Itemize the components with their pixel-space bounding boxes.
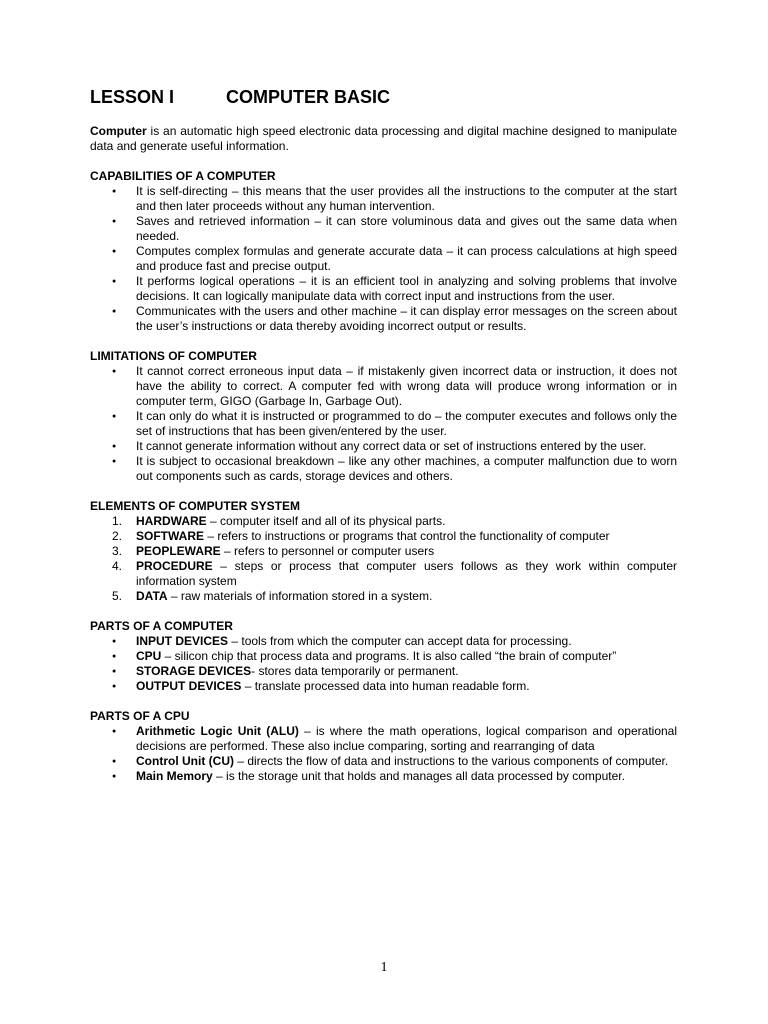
item-desc: – refers to personnel or computer users	[220, 544, 435, 558]
list-item	[90, 559, 677, 589]
item-desc: – translate processed data into human readable form.	[241, 679, 530, 693]
item-term: SOFTWARE	[136, 529, 204, 543]
list-item: ● Saves and retrieved information – it can store voluminous data and gives out the same data when needed.	[90, 214, 677, 244]
limitations-list	[90, 364, 677, 484]
list-item: ● It cannot generate information without any correct data or set of instructions entered by the user.	[90, 439, 677, 454]
list-item	[90, 679, 677, 694]
list-item	[90, 589, 677, 604]
capabilities-list	[90, 184, 677, 334]
intro-paragraph	[90, 124, 677, 154]
item-term: CPU	[136, 649, 162, 663]
item-desc: – computer itself and all of its physical parts.	[206, 514, 446, 528]
elements-list	[90, 514, 677, 604]
list-item: ● It is subject to occasional breakdown – like any other machines, a computer malfunction due to worn out components such as cards, storage devices and others.	[90, 454, 677, 484]
item-term: INPUT DEVICES	[136, 634, 229, 648]
parts-heading: PARTS OF A COMPUTER	[90, 619, 233, 633]
list-item	[90, 649, 677, 664]
list-item: ● It cannot correct erroneous input data – if mistakenly given incorrect data or instruction, it does not have the ability to correct. A computer fed with wrong data will produce wrong information or in computer term, GIGO (Garbage In, Garbage Out).	[90, 364, 677, 409]
list-item: ● It performs logical operations – it is an efficient tool in analyzing and solving problems that involve decisions. It can logically manipulate data with correct input and instructions from the user.	[90, 274, 677, 304]
limitations-heading: LIMITATIONS OF COMPUTER	[90, 349, 257, 363]
list-item	[90, 544, 677, 559]
item-term: PEOPLEWARE	[136, 544, 221, 558]
intro-term: Computer	[90, 124, 147, 138]
item-term: DATA	[136, 589, 168, 603]
cpu-list	[90, 724, 677, 784]
capabilities-heading: CAPABILITIES OF A COMPUTER	[90, 169, 276, 183]
list-item	[90, 634, 677, 649]
item-term: OUTPUT DEVICES	[136, 679, 242, 693]
item-number: 3.	[112, 544, 123, 558]
lesson-topic: COMPUTER BASIC	[226, 87, 391, 107]
list-item: ● It can only do what it is instructed or programmed to do – the computer executes and follows only the set of instructions that has been given/entered by the user.	[90, 409, 677, 439]
elements-heading: ELEMENTS OF COMPUTER SYSTEM	[90, 499, 301, 513]
item-desc: - stores data temporarily or permanent.	[251, 664, 459, 678]
item-desc: – raw materials of information stored in a system.	[167, 589, 433, 603]
item-term: HARDWARE	[136, 514, 207, 528]
item-number: 4.	[112, 559, 123, 573]
item-desc: – directs the flow of data and instructions to the various components of computer.	[233, 754, 669, 768]
item-number: 2.	[112, 529, 123, 543]
list-item	[90, 664, 677, 679]
item-desc: – is where the math operations, logical comparison and operational decisions are performed. These also inclue comparing, sorting and rearranging of data	[136, 724, 678, 753]
document-page	[90, 86, 677, 798]
lesson-number: LESSON I	[90, 87, 175, 107]
list-item	[90, 514, 677, 529]
item-desc: – tools from which the computer can accept data for processing.	[228, 634, 572, 648]
item-number: 1.	[112, 514, 123, 528]
list-item: ● It is self-directing – this means that the user provides all the instructions to the computer at the start and then later proceeds without any human intervention.	[90, 184, 677, 214]
page-number: 1	[380, 960, 388, 975]
item-number: 5.	[112, 589, 123, 603]
item-term: Control Unit (CU)	[136, 754, 234, 768]
lesson-title	[90, 86, 677, 108]
item-term: PROCEDURE	[136, 559, 213, 573]
item-term: Main Memory	[136, 769, 213, 783]
list-item	[90, 769, 677, 784]
intro-text: is an automatic high speed electronic data processing and digital machine designed to manipulate data and generate useful information.	[90, 124, 677, 153]
cpu-heading: PARTS OF A CPU	[90, 709, 190, 723]
list-item	[90, 529, 677, 544]
item-term: Arithmetic Logic Unit (ALU)	[136, 724, 299, 738]
item-desc: – steps or process that computer users follows as they work within computer information system	[136, 559, 677, 588]
item-desc: – silicon chip that process data and programs. It is also called “the brain of computer”	[161, 649, 617, 663]
list-item: ● Computes complex formulas and generate accurate data – it can process calculations at high speed and produce fast and precise output.	[90, 244, 677, 274]
list-item: ● Communicates with the users and other machine – it can display error messages on the screen about the user’s instructions or data thereby avoiding incorrect output or results.	[90, 304, 677, 334]
item-desc: – is the storage unit that holds and manages all data processed by computer.	[212, 769, 625, 783]
list-item	[90, 754, 677, 769]
item-desc: – refers to instructions or programs that control the functionality of computer	[204, 529, 610, 543]
parts-list	[90, 634, 677, 694]
item-term: STORAGE DEVICES	[136, 664, 252, 678]
list-item	[90, 724, 677, 754]
